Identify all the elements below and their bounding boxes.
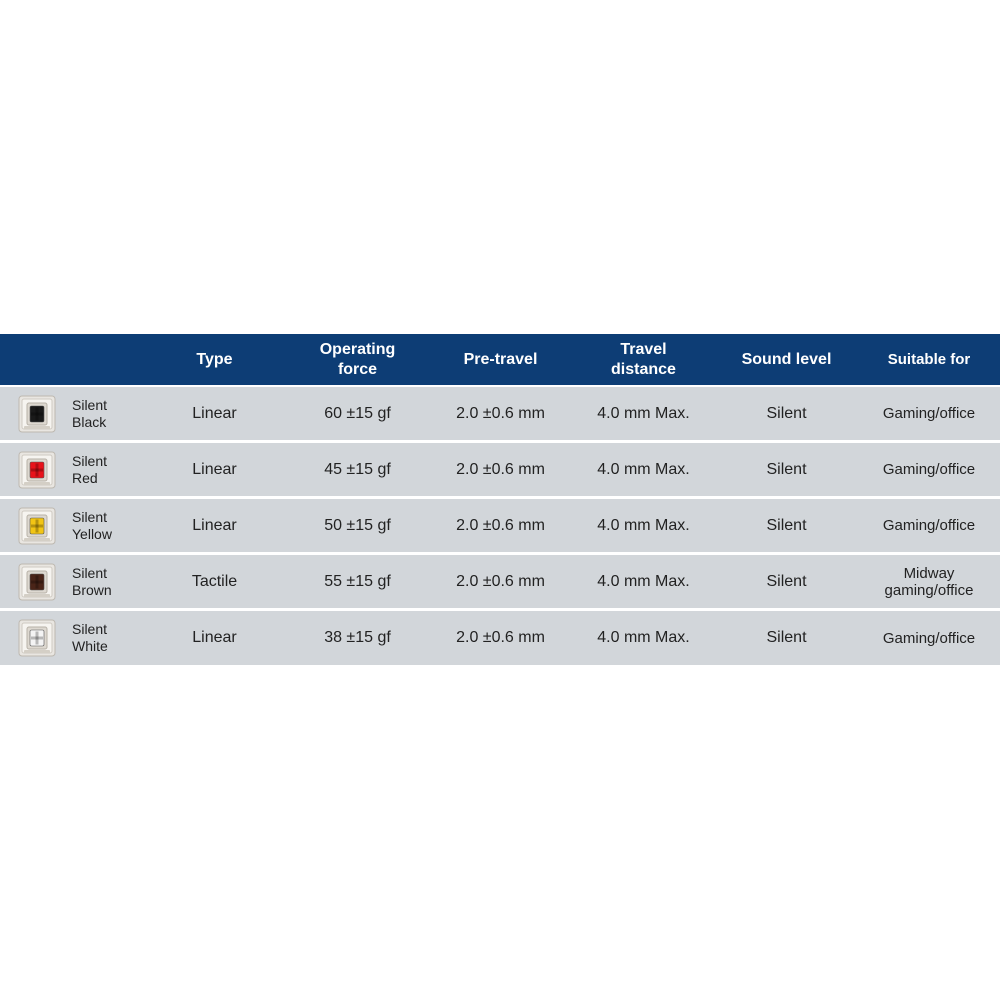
suitable-cell: Gaming/office	[882, 405, 976, 422]
switch-cell	[0, 499, 143, 552]
type-cell: Linear	[192, 460, 237, 478]
header-switch	[0, 334, 143, 385]
header-pre-travel: Pre-travel	[463, 350, 538, 368]
table-row	[0, 555, 1000, 611]
pretravel-cell: 2.0 ±0.6 mm	[456, 460, 545, 478]
switch-name: Silent Yellow	[72, 508, 112, 542]
force-cell: 55 ±15 gf	[324, 572, 391, 590]
sound-cell: Silent	[766, 572, 807, 590]
type-cell: Linear	[192, 516, 237, 534]
switch-spec-table	[0, 334, 1000, 665]
header-operating-force: Operating force	[319, 340, 396, 378]
pretravel-cell: 2.0 ±0.6 mm	[456, 572, 545, 590]
switch-icon	[18, 563, 56, 601]
switch-icon	[18, 451, 56, 489]
switch-icon	[18, 395, 56, 433]
suitable-cell: Midway gaming/office	[884, 564, 974, 599]
switch-name: Silent Red	[72, 452, 108, 486]
travel-cell: 4.0 mm Max.	[597, 460, 690, 478]
header-sound-level: Sound level	[741, 350, 832, 368]
suitable-cell: Gaming/office	[882, 461, 976, 478]
pretravel-cell: 2.0 ±0.6 mm	[456, 404, 545, 422]
switch-icon	[18, 507, 56, 545]
sound-cell: Silent	[766, 516, 807, 534]
header-type: Type	[196, 350, 233, 368]
header-travel-distance: Travel distance	[611, 340, 676, 378]
switch-name: Silent Black	[72, 396, 108, 430]
travel-cell: 4.0 mm Max.	[597, 629, 690, 646]
pretravel-cell: 2.0 ±0.6 mm	[456, 629, 545, 646]
force-cell: 38 ±15 gf	[324, 629, 391, 646]
switch-cell	[0, 443, 143, 496]
force-cell: 50 ±15 gf	[324, 516, 391, 534]
table-row	[0, 611, 1000, 665]
sound-cell: Silent	[766, 404, 807, 422]
switch-cell	[0, 387, 143, 440]
header-suitable-for: Suitable for	[887, 351, 971, 368]
sound-cell: Silent	[766, 629, 807, 646]
suitable-cell: Gaming/office	[882, 517, 976, 534]
switch-name: Silent White	[72, 621, 108, 654]
force-cell: 60 ±15 gf	[324, 404, 391, 422]
switch-cell	[0, 555, 143, 608]
travel-cell: 4.0 mm Max.	[597, 516, 690, 534]
suitable-cell: Gaming/office	[882, 629, 976, 647]
switch-cell	[0, 611, 143, 665]
switch-name: Silent Brown	[72, 564, 112, 598]
switch-icon	[18, 619, 56, 657]
sound-cell: Silent	[766, 460, 807, 478]
travel-cell: 4.0 mm Max.	[597, 404, 690, 422]
type-cell: Tactile	[191, 572, 238, 590]
table-row	[0, 499, 1000, 555]
type-cell: Linear	[192, 404, 237, 422]
type-cell: Linear	[192, 629, 237, 646]
table-header-row	[0, 334, 1000, 387]
table-row	[0, 443, 1000, 499]
force-cell: 45 ±15 gf	[324, 460, 391, 478]
pretravel-cell: 2.0 ±0.6 mm	[456, 516, 545, 534]
travel-cell: 4.0 mm Max.	[597, 572, 690, 590]
table-row	[0, 387, 1000, 443]
